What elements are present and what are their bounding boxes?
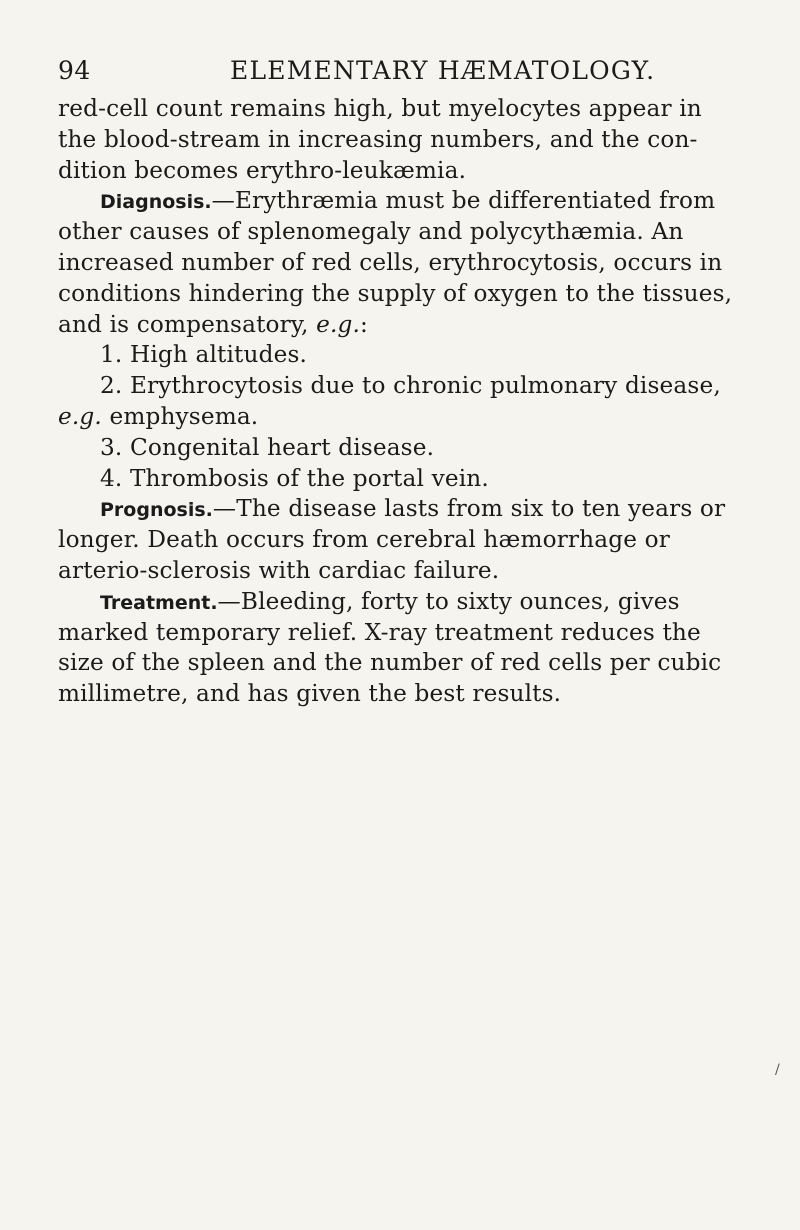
list-item: 2. Erythrocytosis due to chronic pulmonary disease, — [100, 372, 721, 400]
list-item: 4. Thrombosis of the portal vein. — [100, 464, 489, 492]
text-line: arterio-sclerosis with cardiac failure. — [58, 556, 500, 584]
text-run: and is compensatory, — [58, 310, 317, 338]
prognosis-paragraph-start — [58, 494, 758, 525]
running-head: ELEMENTARY HÆMATOLOGY. — [230, 56, 656, 85]
text-line: increased number of red cells, erythrocytosis, occurs in — [58, 248, 723, 276]
italic-eg: e.g. — [316, 310, 361, 338]
text-run: —The disease lasts from six to ten years or — [212, 495, 726, 523]
text-line: the blood-stream in increasing numbers, and the con- — [58, 125, 698, 153]
list-item: 1. High altitudes. — [100, 341, 308, 369]
body-text — [58, 94, 758, 710]
text-line: conditions hindering the supply of oxygen to the tissues, — [58, 279, 733, 307]
text-run: emphysema. — [101, 402, 259, 430]
page-number: 94 — [58, 56, 91, 85]
diagnosis-paragraph-start — [58, 186, 758, 217]
treatment-heading: Treatment. — [100, 591, 218, 614]
text-line — [58, 310, 758, 341]
stray-mark: / — [775, 1062, 780, 1078]
text-line: size of the spleen and the number of red cells per cubic — [58, 649, 722, 677]
text-line: marked temporary relief. X-ray treatment reduces the — [58, 618, 701, 646]
list-item: 3. Congenital heart disease. — [100, 433, 435, 461]
text-run: —Erythræmia must be differentiated from — [211, 187, 716, 215]
text-line: dition becomes erythro-leukæmia. — [58, 156, 467, 184]
text-line: other causes of splenomegaly and polycythæmia. An — [58, 218, 684, 246]
page-header — [58, 56, 738, 92]
italic-eg: e.g. — [58, 402, 102, 430]
prognosis-heading: Prognosis. — [100, 499, 213, 522]
text-line: red-cell count remains high, but myelocytes appear in — [58, 95, 702, 122]
treatment-paragraph-start — [58, 587, 758, 618]
diagnosis-heading: Diagnosis. — [100, 191, 212, 214]
list-item-continuation — [58, 402, 758, 433]
text-run: —Bleeding, forty to sixty ounces, gives — [217, 587, 680, 615]
text-line: millimetre, and has given the best results. — [58, 680, 562, 708]
text-run: : — [360, 310, 368, 338]
text-line: longer. Death occurs from cerebral hæmorrhage or — [58, 526, 670, 554]
